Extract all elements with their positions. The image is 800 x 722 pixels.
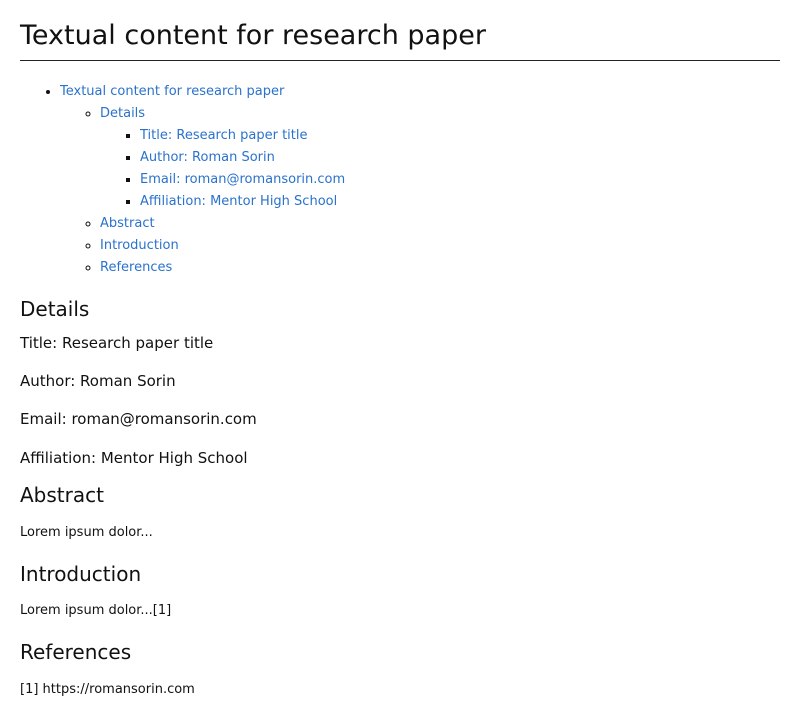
section-introduction: [20, 560, 780, 620]
toc-link-root[interactable]: Textual content for research paper: [60, 84, 285, 99]
toc-link-references[interactable]: References: [100, 260, 173, 275]
details-affiliation: Affiliation: Mentor High School: [20, 449, 248, 467]
toc-sublist: [60, 103, 780, 279]
references-text: [1] https://romansorin.com: [20, 682, 195, 697]
toc-item-title: [140, 125, 780, 147]
page-title: Textual content for research paper: [20, 18, 780, 61]
toc-item-email: [140, 169, 780, 191]
toc-link-author[interactable]: Author: Roman Sorin: [140, 150, 275, 165]
details-heading: Details: [20, 297, 90, 321]
toc-link-affiliation[interactable]: Affiliation: Mentor High School: [140, 194, 338, 209]
details-author: Author: Roman Sorin: [20, 372, 176, 390]
toc-item-affiliation: [140, 191, 780, 213]
abstract-heading: Abstract: [20, 483, 104, 507]
page: [20, 0, 780, 699]
section-abstract: [20, 481, 780, 542]
section-references: [20, 638, 780, 699]
abstract-text: Lorem ipsum dolor...: [20, 525, 153, 540]
toc-link-introduction[interactable]: Introduction: [100, 238, 179, 253]
toc-link-email[interactable]: Email: roman@romansorin.com: [140, 172, 346, 187]
section-details: [20, 295, 780, 468]
details-email: Email: roman@romansorin.com: [20, 410, 257, 428]
introduction-heading: Introduction: [20, 562, 142, 586]
toc-item-author: [140, 147, 780, 169]
toc-item-details: [100, 103, 780, 213]
details-title: Title: Research paper title: [20, 334, 214, 352]
toc-list: [20, 81, 780, 279]
introduction-text: Lorem ipsum dolor...[1]: [20, 603, 172, 618]
toc-item-references: [100, 257, 780, 279]
toc-details-sublist: [100, 125, 780, 213]
toc-item-root: [60, 81, 780, 279]
table-of-contents: [20, 81, 780, 279]
toc-link-abstract[interactable]: Abstract: [100, 216, 155, 231]
toc-item-abstract: [100, 213, 780, 235]
toc-item-introduction: [100, 235, 780, 257]
toc-link-title[interactable]: Title: Research paper title: [140, 128, 308, 143]
references-heading: References: [20, 640, 132, 664]
toc-link-details[interactable]: Details: [100, 106, 146, 121]
